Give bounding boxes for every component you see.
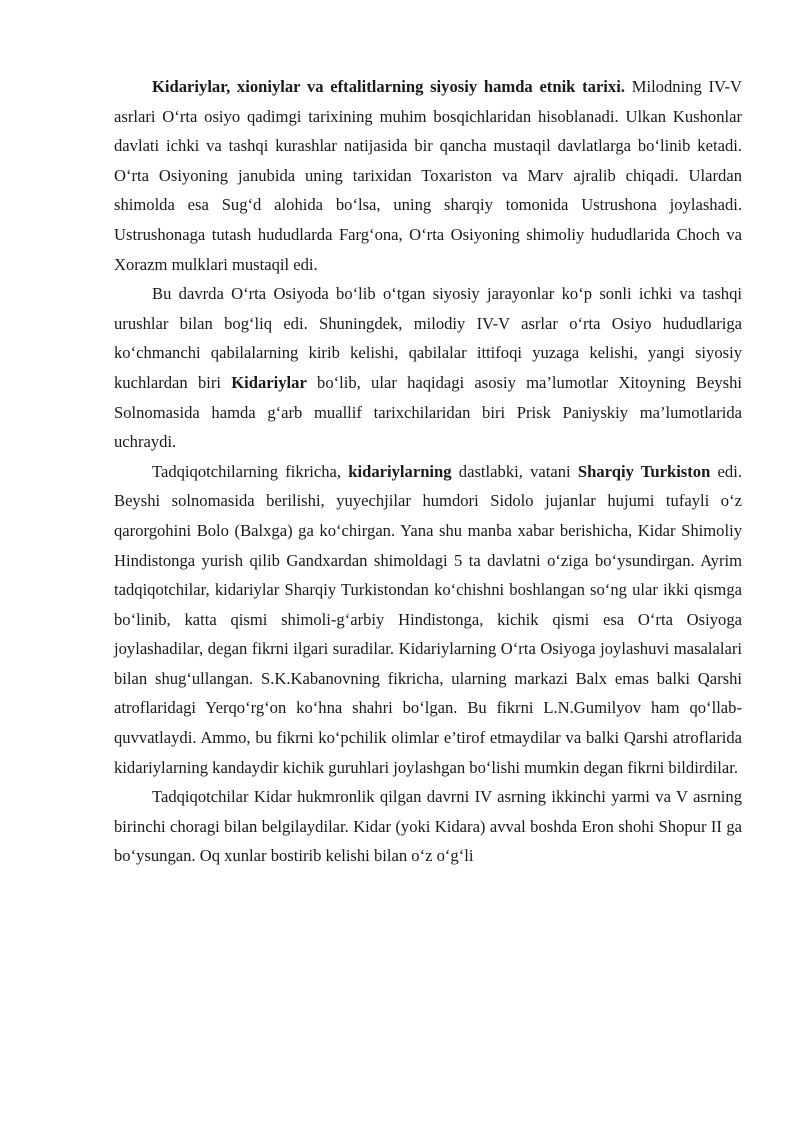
- document-page: [114, 72, 742, 871]
- paragraph-1: [114, 72, 742, 279]
- paragraph-3-text-start: Tadqiqotchilarning fikricha,: [152, 461, 349, 481]
- term-kidariylar: Kidariylar: [231, 372, 307, 392]
- term-kidariylarning: kidariylarning: [348, 461, 452, 481]
- paragraph-4: [114, 782, 742, 871]
- paragraph-2: [114, 279, 742, 457]
- paragraph-4-text: Tadqiqotchilar Kidar hukmronlik qilgan davrni IV asrning ikkinchi yarmi va V asrning birinchi choragi bilan belgilaydilar. Kidar (yoki Kidara) avval boshda Eron shohi Shopur II ga bo‘ysungan. Oq xunlar bostirib kelishi bilan o‘z o‘g‘li: [114, 787, 742, 866]
- paragraph-1-text: Milodning IV-V asrlari O‘rta osiyo qadimgi tarixining muhim bosqichlaridan hisoblanadi. Ulkan Kushonlar davlati ichki va tashqi kurashlar natijasida bir qancha mustaqil davlatlarga bo‘linib ketadi. O‘rta Osiyoning janubida uning tarixidan Toxariston va Marv ajralib chiqadi. Ulardan shimolda esa Sug‘d alohida bo‘lsa, uning sharqiy tomonida Ustrushona joylashadi. Ustrushonaga tutash hududlarda Farg‘ona, O‘rta Osiyoning shimoliy hududlarida Choch va Xorazm mulklari mustaqil edi.: [114, 77, 742, 274]
- paragraph-3-text-middle: dastlabki, vatani: [451, 461, 578, 481]
- paragraph-3: [114, 457, 742, 783]
- paragraph-2-text-end: bo‘lib, ular haqidagi asosiy ma’lumotlar Xitoyning Beyshi Solnomasida hamda g‘arb muallif tarixchilaridan biri Prisk Paniyskiy ma’lumotlarida uchraydi.: [114, 372, 742, 452]
- term-sharqiy-turkiston: Sharqiy Turkiston: [577, 461, 711, 481]
- paragraph-3-text-end: edi. Beyshi solnomasida berilishi, yuyechjilar humdori Sidolo jujanlar hujumi tufayli o‘z qarorgohini Bolo (Balxga) ga ko‘chirgan. Yana shu manba xabar berishicha, Kidar Shimoliy Hindistonga yurish qilib Gandxardan shimoldagi 5 ta davlatni o‘ziga bo‘ysundirgan. Ayrim tadqiqotchilar, kidariylar Sharqiy Turkistondan ko‘chishni boshlangan so‘ng ular ikki qismga bo‘linib, katta qismi shimoli-g‘arbiy Hindistonga, kichik qismi esa O‘rta Osiyoga joylashadilar, degan fikrni ilgari suradilar. Kidariylarning O‘rta Osiyoga joylashuvi masalalari bilan shug‘ullangan. S.K.Kabanovning fikricha, ularning markazi Balx emas balki Qarshi atroflaridagi Yerqo‘rg‘on ko‘hna shahri bo‘lgan. Bu fikrni L.N.Gumilyov ham qo‘llab-quvvatlaydi. Ammo, bu fikrni ko‘pchilik olimlar e’tirof etmaydilar va balki Qarshi atroflarida kidariylarning kandaydir kichik guruhlari joylashgan bo‘lishi mumkin degan fikrni bildirdilar.: [114, 461, 742, 777]
- section-heading: Kidariylar, xioniylar va eftalitlarning siyosiy hamda etnik tarixi.: [152, 77, 625, 96]
- paragraph-2-text-start: Bu davrda O‘rta Osiyoda bo‘lib o‘tgan siyosiy jarayonlar ko‘p sonli ichki va tashqi urushlar bilan bog‘liq edi. Shuningdek, milodiy IV-V asrlar o‘rta Osiyo hududlariga ko‘chmanchi qabilalarning kirib kelishi, qabilalar ittifoqi yuzaga kelishi, yangi siyosiy kuchlardan biri: [114, 284, 742, 392]
